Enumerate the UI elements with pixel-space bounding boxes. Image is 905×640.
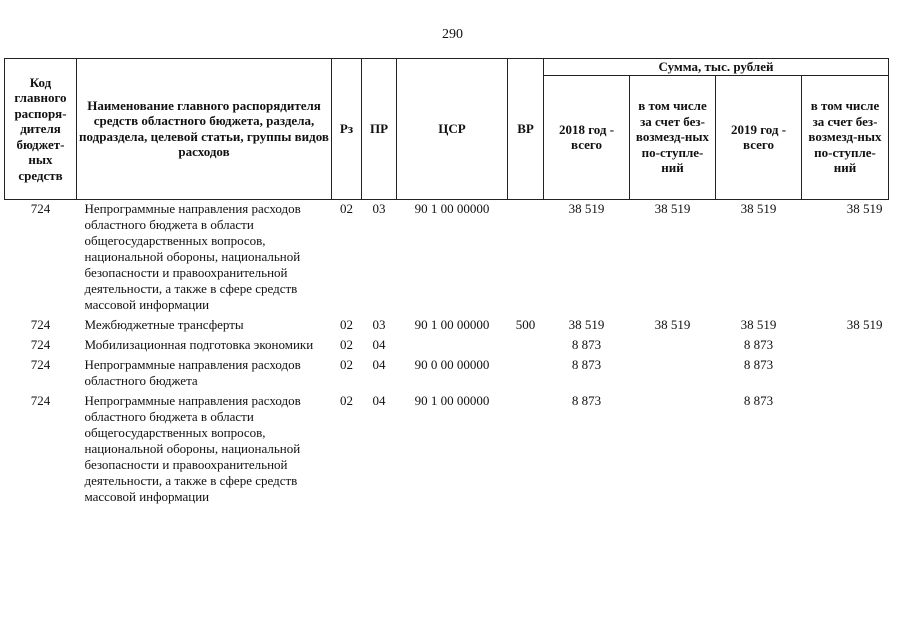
header-pr: ПР — [362, 59, 397, 200]
cell-vr — [508, 356, 544, 392]
cell-vr — [508, 392, 544, 508]
table-row — [5, 336, 889, 356]
header-2018-grants: в том числе за счет без-возмезд-ных по-ступле-ний — [630, 75, 716, 199]
header-code: Код главного распоря-дителя бюджет-ных средств — [5, 59, 77, 200]
cell-rz: 02 — [340, 316, 353, 332]
cell-rz: 02 — [340, 356, 353, 372]
cell-name: Непрограммные направления расходов областного бюджета — [84, 356, 301, 388]
cell-2018-grants: 38 519 — [654, 200, 691, 216]
cell-vr — [508, 336, 544, 356]
table-row — [5, 199, 889, 316]
cell-2019-grants — [802, 336, 889, 356]
cell-2018-grants — [630, 336, 716, 356]
cell-code: 724 — [30, 336, 51, 352]
cell-code: 724 — [30, 392, 51, 408]
cell-pr: 04 — [372, 392, 386, 408]
page-number: 290 — [442, 27, 463, 42]
cell-2019-total: 38 519 — [740, 316, 777, 332]
cell-2018-total: 8 873 — [571, 356, 602, 372]
cell-2019-grants: 38 519 — [846, 316, 883, 332]
cell-code: 724 — [30, 356, 51, 372]
cell-rz: 02 — [340, 200, 353, 216]
header-sum-title: Сумма, тыс. рублей — [544, 59, 889, 76]
cell-2018-total: 38 519 — [568, 200, 605, 216]
header-vr: ВР — [508, 59, 544, 200]
table-row — [5, 316, 889, 336]
cell-name: Мобилизационная подготовка экономики — [84, 336, 314, 352]
header-name: Наименование главного распорядителя средств областного бюджета, раздела, подраздела, целевой статьи, группы видов расходов — [77, 59, 332, 200]
cell-name: Непрограммные направления расходов областного бюджета в области общегосударственных вопросов, национальной обороны, национальной безопасности и правоохранительной деятельности, а также в сфере средств массовой информации — [84, 200, 301, 312]
cell-2018-grants — [630, 356, 716, 392]
cell-pr: 03 — [372, 316, 386, 332]
cell-2019-grants — [802, 392, 889, 508]
budget-table — [4, 58, 889, 508]
cell-rz: 02 — [340, 392, 353, 408]
cell-code: 724 — [30, 316, 51, 332]
cell-2019-total: 38 519 — [740, 200, 777, 216]
table-row — [5, 392, 889, 508]
cell-2018-grants: 38 519 — [654, 316, 691, 332]
cell-pr: 04 — [372, 356, 386, 372]
cell-2019-grants — [802, 356, 889, 392]
table-body — [5, 199, 889, 508]
cell-name: Межбюджетные трансферты — [84, 316, 244, 332]
cell-2018-total: 8 873 — [571, 392, 602, 408]
header-rz: Рз — [332, 59, 362, 200]
header-2019-grants: в том числе за счет без-возмезд-ных по-ступле-ний — [802, 75, 889, 199]
cell-2019-grants: 38 519 — [846, 200, 883, 216]
header-2019-total: 2019 год - всего — [716, 75, 802, 199]
cell-vr: 500 — [515, 316, 536, 332]
cell-csr: 90 1 00 00000 — [414, 200, 490, 216]
cell-pr: 04 — [372, 336, 386, 352]
cell-csr: 90 1 00 00000 — [414, 392, 490, 408]
header-2018-total: 2018 год - всего — [544, 75, 630, 199]
cell-2019-total: 8 873 — [743, 356, 774, 372]
cell-vr — [508, 199, 544, 316]
cell-2019-total: 8 873 — [743, 392, 774, 408]
cell-csr — [397, 336, 508, 356]
cell-2018-total: 38 519 — [568, 316, 605, 332]
cell-csr: 90 0 00 00000 — [414, 356, 490, 372]
cell-code: 724 — [30, 200, 51, 216]
cell-csr: 90 1 00 00000 — [414, 316, 490, 332]
cell-rz: 02 — [340, 336, 353, 352]
table-header — [5, 59, 889, 200]
cell-name: Непрограммные направления расходов областного бюджета в области общегосударственных вопросов, национальной обороны, национальной безопасности и правоохранительной деятельности, а также в сфере средств массовой информации — [84, 392, 301, 504]
table-row — [5, 356, 889, 392]
cell-2018-total: 8 873 — [571, 336, 602, 352]
cell-pr: 03 — [372, 200, 386, 216]
cell-2019-total: 8 873 — [743, 336, 774, 352]
header-csr: ЦСР — [397, 59, 508, 200]
cell-2018-grants — [630, 392, 716, 508]
